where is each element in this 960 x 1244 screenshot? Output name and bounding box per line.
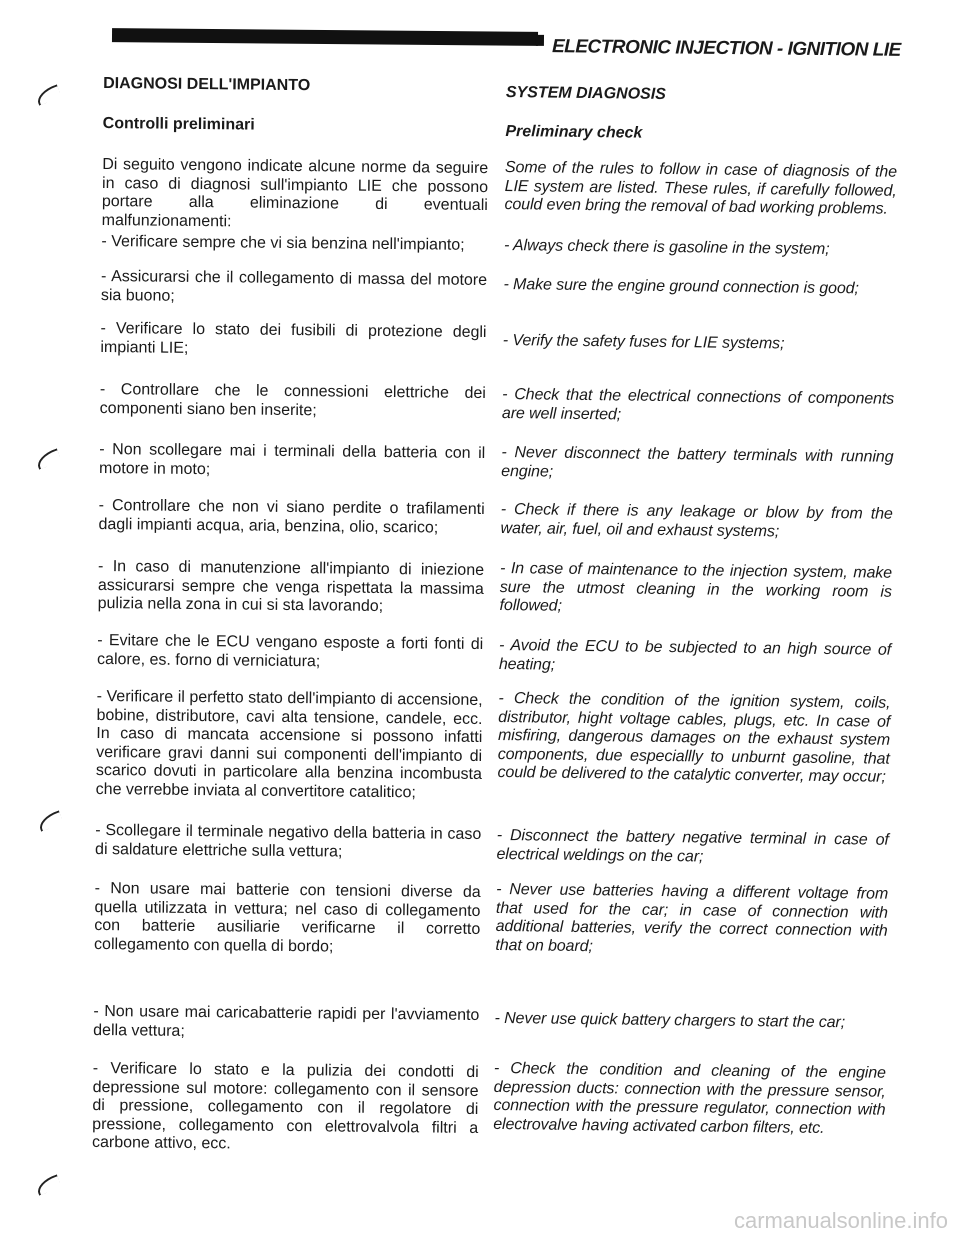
english-paragraph: - Always check there is gasoline in the system; — [503, 236, 830, 258]
italian-paragraph: - Evitare che le ECU vengano esposte a forti fonti di calore, es. forno di verniciatura; — [97, 631, 484, 670]
italian-paragraph: Di seguito vengono indicate alcune norme da seguire in caso di diagnosi sull'impianto LIE che possono portare alla eliminazione di eventuali malfunzionamenti: — [101, 155, 489, 230]
italian-paragraph: - Non usare mai batterie con tensioni diverse da quella utilizzata in vettura; nel caso di collegamento con batterie ausiliarie verificarne il corretto collegamento con quella di bordo; — [94, 879, 481, 955]
english-paragraph: - In case of maintenance to the injection system, make sure the utmost cleaning in the working room is followed; — [499, 559, 893, 615]
watermark: carmanualsonline.info — [733, 1208, 948, 1233]
english-paragraph: - Check if there is any leakage or blow by from the water, air, fuel, oil and exhaust systems; — [500, 500, 893, 540]
italian-paragraph: - Assicurarsi che il collegamento di massa del motore sia buono; — [100, 267, 488, 305]
italian-paragraph: - Controllare che le connessioni elettriche dei componenti siano ben inserite; — [99, 380, 486, 419]
english-paragraph: - Check that the electrical connections of components are well inserted; — [501, 385, 895, 423]
italian-paragraph: - Verificare lo stato dei fusibili di protezione degli impianti LIE; — [100, 319, 487, 357]
italian-paragraph: - Scollegare il terminale negativo della batteria in caso di saldature elettriche sulla vettura; — [95, 821, 482, 861]
italian-paragraph: - Verificare sempre che vi sia benzina nell'impianto; — [101, 232, 465, 254]
italian-column — [91, 0, 490, 1153]
binder-hole-mark — [34, 84, 61, 105]
english-paragraph: - Make sure the engine ground connection is good; — [503, 275, 859, 298]
italian-paragraph: - In caso di manutenzione all'impianto di iniezione assicurarsi sempre che venga rispettata la massima pulizia nella zona in cui si sta lavorando; — [97, 557, 485, 615]
english-paragraph: - Avoid the ECU to be subjected to an high source of heating; — [498, 636, 892, 674]
italian-paragraph: - Verificare lo stato e la pulizia dei condotti di depressione sul motore: collegamento con il sensore di pressione, collegamento con il regolatore di pressione, collegamento con elettrovalvola filtri a carbone attivo, ecc. — [91, 1059, 479, 1153]
page-header-title: ELECTRONIC INJECTION - IGNITION LIE — [551, 36, 901, 61]
english-paragraph: - Never disconnect the battery terminals with running engine; — [501, 443, 894, 481]
binder-hole-mark — [36, 810, 63, 831]
english-paragraph: - Never use batteries having a different voltage from that used for the car; in case of connection with additional batteries, verify the correct connection with that on board; — [495, 880, 889, 955]
english-subheading: Preliminary check — [505, 122, 643, 142]
binder-hole-mark — [34, 1174, 61, 1195]
italian-paragraph: - Non usare mai caricabatterie rapidi per l'avviamento della vettura; — [93, 1002, 480, 1040]
english-paragraph: - Check the condition of the ignition system, coils, distributor, hight voltage cables, plugs, etc. In case of misfiring, dangerous damages on the exhaust system components, due especiallly to unburnt gasoline, that could be delivered to the catalytic converter, may occur; — [497, 689, 891, 786]
header-bar — [112, 28, 538, 46]
english-heading: SYSTEM DIAGNOSIS — [505, 83, 666, 103]
binder-hole-mark — [34, 448, 61, 469]
english-paragraph: Some of the rules to follow in case of diagnosis of the LIE system are listed. These rules, if carefully followed, could even bring the removal of bad working problems. — [504, 158, 898, 218]
english-paragraph: - Verify the safety fuses for LIE systems; — [502, 331, 785, 353]
italian-paragraph: - Non scollegare mai i terminali della batteria con il motore in moto; — [99, 440, 486, 478]
italian-paragraph: - Controllare che non vi siano perdite o trafilamenti dagli impianti acqua, aria, benzina, olio, scarico; — [98, 496, 485, 537]
english-paragraph: - Check the condition and cleaning of the engine depression ducts: connection with the pressure sensor, connection with the pressure regulator, connection with electrovalve having activated carbon filters, etc. — [493, 1059, 887, 1137]
italian-heading: DIAGNOSI DELL'IMPIANTO — [103, 74, 311, 95]
english-paragraph: - Never use quick battery chargers to start the car; — [494, 1009, 846, 1032]
english-paragraph: - Disconnect the battery negative terminal in case of electrical weldings on the car; — [496, 826, 889, 865]
italian-subheading: Controlli preliminari — [102, 114, 255, 134]
italian-paragraph: - Verificare il perfetto stato dell'impianto di accensione, bobine, distributore, cavi alta tensione, candele, ecc. In caso di mancata accensione si possono infatti verificare gravi danni sui componenti dell'impianto di scarico dovuti in particolare alla benzina incombusta che verrebbe inviata al convertitore catalitico; — [95, 687, 483, 801]
